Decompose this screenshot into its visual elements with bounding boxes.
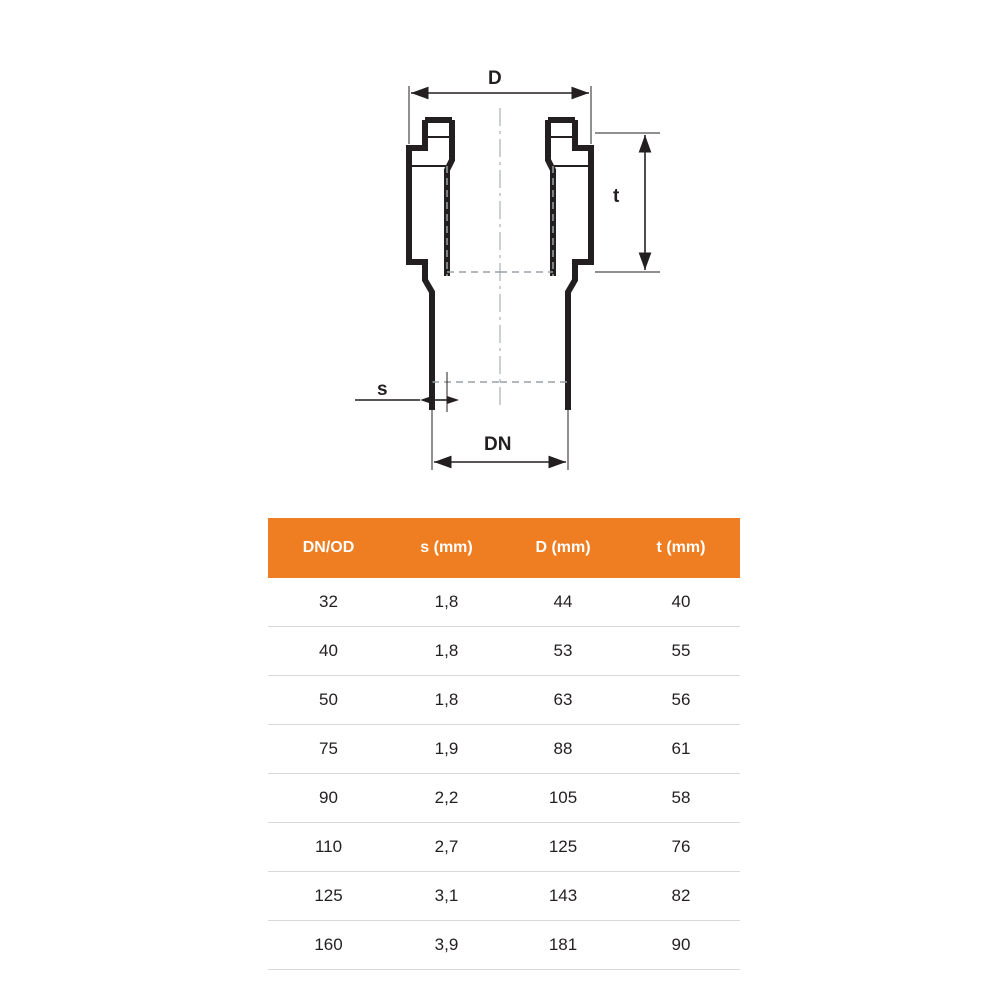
- cell-t: 76: [622, 823, 740, 872]
- table-row: [268, 872, 740, 921]
- dimension-label-DN: DN: [484, 434, 512, 455]
- cell-s: 1,8: [389, 676, 504, 725]
- cell-t: 90: [622, 921, 740, 970]
- cell-s: 2,7: [389, 823, 504, 872]
- specification-table: [268, 518, 740, 970]
- cell-s: 1,8: [389, 578, 504, 627]
- cell-s: 1,8: [389, 627, 504, 676]
- cell-t: 61: [622, 725, 740, 774]
- cell-dn-od: 110: [268, 823, 389, 872]
- specification-table-container: [268, 518, 732, 970]
- dim-arrow-s-right: [447, 396, 459, 404]
- cell-s: 3,9: [389, 921, 504, 970]
- cell-t: 58: [622, 774, 740, 823]
- cell-dn-od: 160: [268, 921, 389, 970]
- cell-t: 40: [622, 578, 740, 627]
- column-header-d: D (mm): [504, 518, 622, 578]
- table-row: [268, 676, 740, 725]
- cell-t: 55: [622, 627, 740, 676]
- table-body: [268, 578, 740, 970]
- cell-dn-od: 50: [268, 676, 389, 725]
- table-row: [268, 823, 740, 872]
- cell-d: 53: [504, 627, 622, 676]
- cell-s: 1,9: [389, 725, 504, 774]
- socket-outline-right: [568, 120, 591, 410]
- cell-dn-od: 75: [268, 725, 389, 774]
- cell-dn-od: 125: [268, 872, 389, 921]
- table-row: [268, 627, 740, 676]
- cell-d: 63: [504, 676, 622, 725]
- column-header-s: s (mm): [389, 518, 504, 578]
- dim-arrow-s-left: [420, 396, 432, 404]
- cell-d: 181: [504, 921, 622, 970]
- socket-outline-left: [409, 120, 432, 410]
- dimension-label-D: D: [488, 68, 502, 89]
- table-header-row: [268, 518, 740, 578]
- dimension-label-s: s: [377, 379, 388, 400]
- table-row: [268, 578, 740, 627]
- cell-t: 82: [622, 872, 740, 921]
- cell-s: 3,1: [389, 872, 504, 921]
- dimension-label-t: t: [613, 186, 620, 207]
- table-header: [268, 518, 740, 578]
- cell-d: 88: [504, 725, 622, 774]
- cell-d: 105: [504, 774, 622, 823]
- cell-d: 143: [504, 872, 622, 921]
- cell-d: 44: [504, 578, 622, 627]
- column-header-t: t (mm): [622, 518, 740, 578]
- cell-dn-od: 32: [268, 578, 389, 627]
- cell-t: 56: [622, 676, 740, 725]
- table-row: [268, 774, 740, 823]
- cell-d: 125: [504, 823, 622, 872]
- column-header-dn-od: DN/OD: [268, 518, 389, 578]
- cell-dn-od: 90: [268, 774, 389, 823]
- table-row: [268, 725, 740, 774]
- cell-dn-od: 40: [268, 627, 389, 676]
- cell-s: 2,2: [389, 774, 504, 823]
- table-row: [268, 921, 740, 970]
